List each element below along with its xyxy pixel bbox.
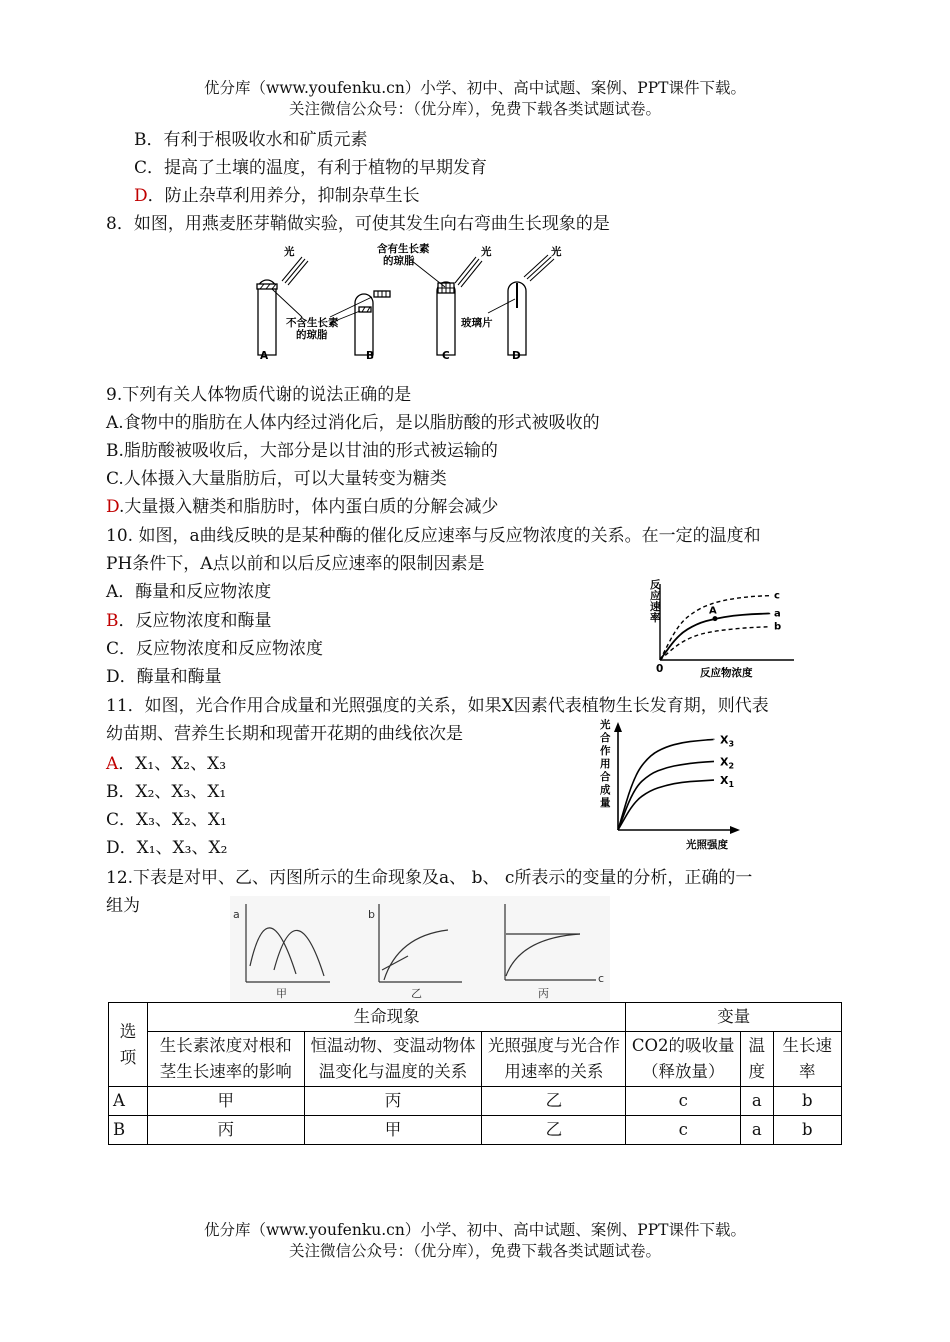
q9-stem: 9.下列有关人体物质代谢的说法正确的是 [106,385,412,405]
enzyme-series-label-c: c [774,590,780,602]
enzyme-point-label: A [709,605,717,617]
th-sub-1: 生长素浓度对根和茎生长速率的影响 [147,1032,304,1087]
enzyme-series-b [660,627,770,660]
cell: b [773,1116,841,1145]
header-line-1: 优分库（www.youfenku.cn）小学、初中、高中试题、案例、PPT课件下载。 [203,79,747,97]
yi-axis-b: b [368,908,375,921]
three-graphs-figure [230,896,610,1001]
jia-label: 甲 [276,987,287,1000]
q7-option-d: D．防止杂草利用养分，抑制杂草生长 [134,186,420,206]
table-row [109,1116,842,1145]
photo-series-X1 [618,780,714,830]
jia-axis-a: a [233,908,240,921]
q10-option-c: C．反应物浓度和反应物浓度 [106,639,324,659]
q9-option-b: B.脂肪酸被吸收后，大部分是以甘油的形式被运输的 [106,441,498,461]
agar-with-label: 含有生长素 [377,243,430,255]
svg-text:反应速率: 反应速率 [650,579,661,624]
q7-option-c: C．提高了土壤的温度，有利于植物的早期发育 [134,158,488,178]
bing-curve [506,934,580,976]
q7-option-b: B．有利于根吸收水和矿质元素 [134,130,368,150]
fig-label-d: D [512,350,521,362]
q10-option-a: A．酶量和反应物浓度 [106,582,272,602]
cell: 丙 [304,1087,482,1116]
cell: c [626,1116,741,1145]
yi-label: 乙 [411,987,422,1000]
q11-stem-2: 幼苗期、营养生长期和现蕾开花期的曲线依次是 [106,724,463,744]
photo-series-X2 [618,761,714,830]
fig-label-b: B [366,350,375,362]
yi-curve [384,930,448,980]
enzyme-rate-chart [648,578,796,682]
footer-line-2: 关注微信公众号：（优分库），免费下载各类试题试卷。 [288,1242,661,1260]
header-line-2: 关注微信公众号：（优分库），免费下载各类试题试卷。 [288,100,661,118]
th-option: 选项 [109,1003,148,1087]
light-label-a: 光 [284,246,295,258]
th-sub-5: 温度 [741,1032,774,1087]
enzyme-point-a [713,616,718,621]
graph-jia [246,904,330,982]
cell: B [109,1116,148,1145]
photo-y-arrow [614,722,622,732]
graph-bing [505,904,596,980]
table-row [109,1087,842,1116]
photo-x-arrow [730,826,740,834]
cell: 甲 [304,1116,482,1145]
agar-with-label-2: 的琼脂 [383,255,415,267]
th-variables: 变量 [626,1003,842,1032]
cell: A [109,1087,148,1116]
svg-text:光合作用合成量: 光合作用合成量 [600,719,611,809]
jia-curve-2 [274,930,324,976]
cell: 丙 [147,1116,304,1145]
light-label-c: 光 [481,246,492,258]
photo-series-label-X3: $X_3$ [720,733,735,749]
photo-xlabel: 光照强度 [686,839,728,851]
agar-without-label-2: 的琼脂 [296,329,328,341]
coleoptile-a [258,280,276,355]
enzyme-origin: 0 [656,663,664,675]
bing-axis-c: c [598,972,605,985]
th-sub-3: 光照强度与光合作用速率的关系 [482,1032,626,1087]
footer-line-1: 优分库（www.youfenku.cn）小学、初中、高中试题、案例、PPT课件下载。 [203,1221,747,1239]
q8-stem: 8．如图，用燕麦胚芽鞘做实验，可使其发生向右弯曲生长现象的是 [106,214,610,234]
light-label-d: 光 [551,246,562,258]
q9-option-c: C.人体摄入大量脂肪后，可以大量转变为糖类 [106,469,447,489]
q12-stem-2: 组为 [106,896,140,916]
q11-option-c: C．X₃、X₂、X₁ [106,810,227,830]
fig-label-a: A [260,350,269,362]
photo-series-label-X1: $X_1$ [720,774,735,790]
q9-option-a: A.食物中的脂肪在人体内经过消化后，是以脂肪酸的形式被吸收的 [106,413,600,433]
coleoptile-figure [240,243,580,365]
fig-label-c: C [442,350,450,362]
bing-label: 丙 [538,987,549,1000]
cell: a [741,1116,774,1145]
q12-table [108,1002,842,1145]
agar-without-label: 不含生长素 [286,317,339,329]
th-sub-2: 恒温动物、变温动物体温变化与温度的关系 [304,1032,482,1087]
cell: b [773,1087,841,1116]
cell: 甲 [147,1087,304,1116]
graph-yi [379,904,462,982]
cell: 乙 [482,1116,626,1145]
glass-label: 玻璃片 [461,317,493,329]
th-sub-6: 生长速率 [773,1032,841,1087]
enzyme-xlabel: 反应物浓度 [700,667,753,679]
q10-stem-1: 10. 如图，a曲线反映的是某种酶的催化反应速率与反应物浓度的关系。在一定的温度和 [106,526,761,546]
q10-option-d: D．酶量和酶量 [106,667,222,687]
enzyme-ylabel [650,578,661,624]
q11-option-a: A．X₁、X₂、X₃ [106,754,227,774]
th-sub-4: CO2的吸收量（释放量） [626,1032,741,1087]
q11-option-d: D．X₁、X₃、X₂ [106,838,228,858]
q10-stem-2: PH条件下，A点以前和以后反应速率的限制因素是 [106,554,485,574]
q11-option-b: B．X₂、X₃、X₁ [106,782,227,802]
q11-stem-1: 11．如图，光合作用合成量和光照强度的关系，如果X因素代表植物生长发育期，则代表 [106,696,769,716]
q12-stem-1: 12.下表是对甲、乙、丙图所示的生命现象及a、 b、 c所表示的变量的分析，正确的一 [106,868,753,888]
enzyme-series-label-a: a [774,608,781,620]
photo-series-label-X2: $X_2$ [720,755,735,771]
cell: 乙 [482,1087,626,1116]
coleoptile-b [355,294,373,355]
q9-option-d: D.大量摄入糖类和脂肪时，体内蛋白质的分解会减少 [106,497,499,517]
cell: a [741,1087,774,1116]
photosynthesis-chart [594,718,770,854]
cell: c [626,1087,741,1116]
th-phenomena: 生命现象 [147,1003,625,1032]
q10-option-b: B．反应物浓度和酶量 [106,611,272,631]
enzyme-series-label-b: b [774,621,782,633]
